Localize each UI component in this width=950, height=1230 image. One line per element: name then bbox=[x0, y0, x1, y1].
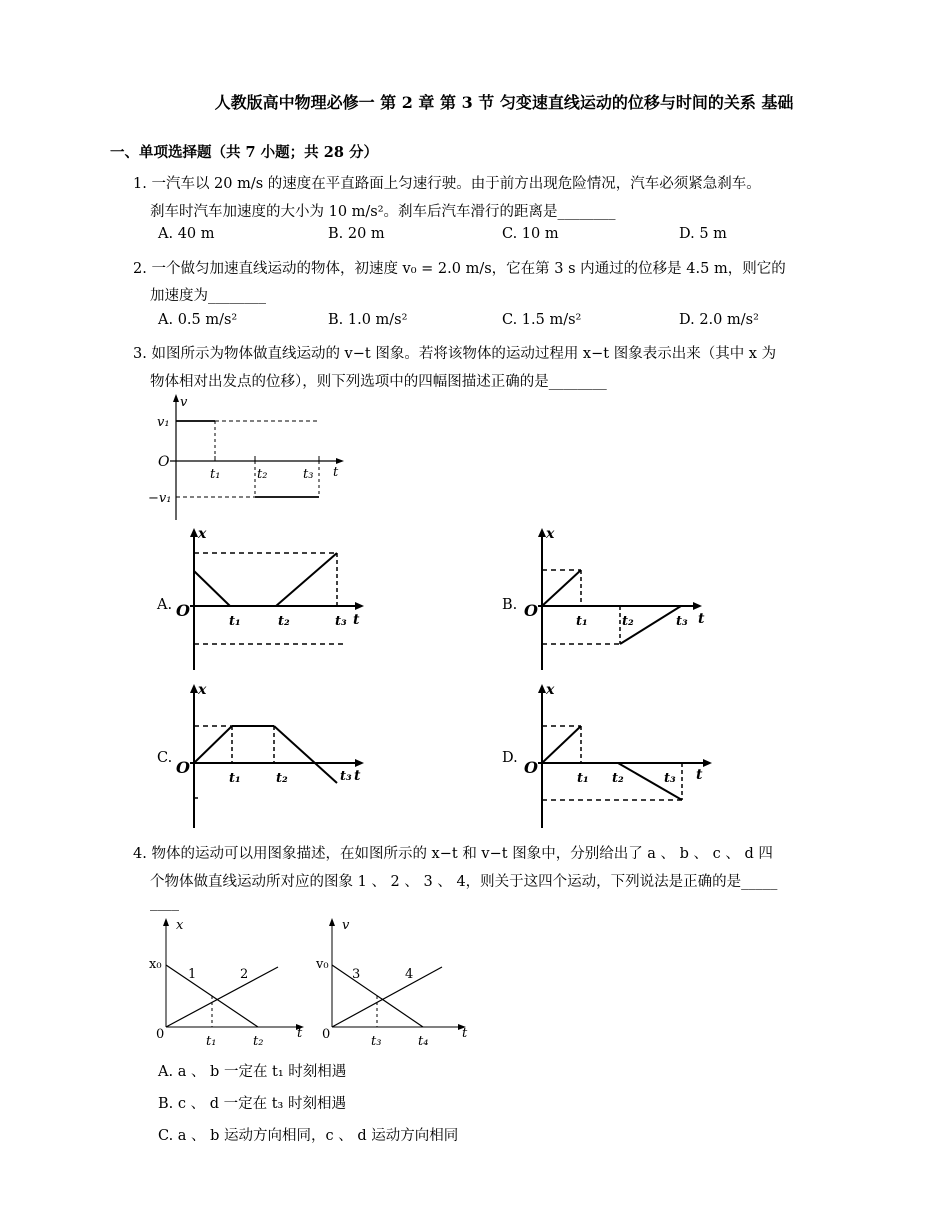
q4-option-c[interactable]: C. a 、 b 运动方向相同，c 、 d 运动方向相同 bbox=[158, 1128, 459, 1144]
q3-option-d[interactable]: D. bbox=[502, 750, 518, 766]
section-heading: 一、单项选择题（共 7 小题；共 28 分） bbox=[110, 144, 378, 161]
q4-line1: 4. 物体的运动可以用图象描述，在如图所示的 x−t 和 v−t 图象中，分别给出了 a 、 b 、 c 、 d 四 bbox=[133, 846, 773, 862]
a-t-label: t bbox=[353, 612, 360, 628]
q2-option-b[interactable]: B. 1.0 m/s² bbox=[328, 312, 408, 328]
d-origin: O bbox=[524, 758, 538, 777]
c-t-label: t bbox=[354, 768, 361, 784]
q4g1-origin: 0 bbox=[156, 1027, 165, 1042]
q2-option-c[interactable]: C. 1.5 m/s² bbox=[502, 312, 582, 328]
b-t2-label: t₂ bbox=[622, 614, 634, 629]
q1-option-c[interactable]: C. 10 m bbox=[502, 226, 559, 242]
q4g1-line1-label: 1 bbox=[188, 967, 197, 982]
vt-t2-label: t₂ bbox=[257, 467, 268, 482]
vt-v1-label: v₁ bbox=[157, 415, 170, 430]
vt-t3-label: t₃ bbox=[303, 467, 314, 482]
b-t1-label: t₁ bbox=[576, 614, 588, 629]
q4g1-t1-label: t₁ bbox=[206, 1034, 217, 1049]
q2-option-d[interactable]: D. 2.0 m/s² bbox=[679, 312, 759, 328]
b-x-label: x bbox=[546, 526, 555, 542]
q4-option-b[interactable]: B. c 、 d 一定在 t₃ 时刻相遇 bbox=[158, 1096, 346, 1112]
vt-v-label: v bbox=[180, 395, 188, 410]
q3-option-a[interactable]: A. bbox=[157, 597, 173, 613]
q3-line2: 物体相对出发点的位移），则下列选项中的四幅图描述正确的是________ bbox=[150, 374, 607, 390]
q4g2-origin: 0 bbox=[322, 1027, 331, 1042]
q4g2-y-label: v bbox=[342, 918, 350, 933]
d-t1-label: t₁ bbox=[577, 771, 589, 786]
d-t3-label: t₃ bbox=[664, 771, 676, 786]
c-t2-label: t₂ bbox=[276, 771, 288, 786]
q1-option-b[interactable]: B. 20 m bbox=[328, 226, 385, 242]
c-origin: O bbox=[176, 758, 190, 777]
b-origin: O bbox=[524, 601, 538, 620]
q3-graph-c bbox=[172, 678, 372, 830]
q4-xt-graph bbox=[140, 912, 320, 1052]
q3-graph-d bbox=[520, 678, 720, 830]
q2-line1: 2. 一个做匀加速直线运动的物体，初速度 v₀ = 2.0 m/s，它在第 3 s 内通过的位移是 4.5 m，则它的 bbox=[133, 261, 786, 277]
vt-origin: O bbox=[158, 454, 170, 470]
q4g2-t-label: t bbox=[462, 1026, 468, 1041]
a-x-label: x bbox=[198, 526, 207, 542]
q1-option-d[interactable]: D. 5 m bbox=[679, 226, 727, 242]
q4-line3: ____ bbox=[150, 895, 179, 911]
a-t2-label: t₂ bbox=[278, 614, 290, 629]
q4g1-y0-label: x₀ bbox=[149, 957, 162, 972]
q3-vt-graph bbox=[140, 392, 360, 527]
q4-vt-graph bbox=[310, 912, 490, 1052]
q3-option-b[interactable]: B. bbox=[502, 597, 518, 613]
vt-t-label: t bbox=[333, 465, 339, 480]
q3-graph-b bbox=[520, 522, 720, 674]
c-x-label: x bbox=[198, 682, 207, 698]
q2-option-a[interactable]: A. 0.5 m/s² bbox=[158, 312, 238, 328]
q4-line2: 个物体做直线运动所对应的图象 1 、 2 、 3 、 4，则关于这四个运动，下列说法是正确的是_____ bbox=[150, 874, 778, 890]
a-t1-label: t₁ bbox=[229, 614, 241, 629]
q2-line2: 加速度为________ bbox=[150, 288, 266, 304]
q1-line2: 刹车时汽车加速度的大小为 10 m/s²。刹车后汽车滑行的距离是________ bbox=[150, 204, 616, 220]
q4g1-line2-label: 2 bbox=[240, 967, 249, 982]
b-t-label: t bbox=[698, 611, 705, 627]
q3-line1: 3. 如图所示为物体做直线运动的 v−t 图象。若将该物体的运动过程用 x−t 图象表示出来（其中 x 为 bbox=[133, 346, 777, 362]
q3-option-c[interactable]: C. bbox=[157, 750, 173, 766]
a-origin: O bbox=[176, 601, 190, 620]
b-t3-label: t₃ bbox=[676, 614, 688, 629]
a-t3-label: t₃ bbox=[335, 614, 347, 629]
q3-graph-a bbox=[172, 522, 372, 674]
page-title: 人教版高中物理必修一 第 2 章 第 3 节 匀变速直线运动的位移与时间的关系 基础 bbox=[214, 93, 794, 112]
q4g1-t2-label: t₂ bbox=[253, 1034, 264, 1049]
q4g2-line3-label: 3 bbox=[352, 967, 361, 982]
q4g2-y0-label: v₀ bbox=[316, 957, 329, 972]
q4g1-t-label: t bbox=[297, 1026, 303, 1041]
q1-option-a[interactable]: A. 40 m bbox=[158, 226, 215, 242]
d-x-label: x bbox=[546, 682, 555, 698]
q4g2-line4-label: 4 bbox=[405, 967, 414, 982]
vt-t1-label: t₁ bbox=[210, 467, 221, 482]
q4g2-t3-label: t₃ bbox=[371, 1034, 382, 1049]
c-t3-label: t₃ bbox=[340, 769, 352, 784]
q4-option-a[interactable]: A. a 、 b 一定在 t₁ 时刻相遇 bbox=[158, 1064, 347, 1080]
vt-neg-v1-label: −v₁ bbox=[148, 491, 172, 506]
q4g1-y-label: x bbox=[176, 918, 184, 933]
q1-line1: 1. 一汽车以 20 m/s 的速度在平直路面上匀速行驶。由于前方出现危险情况，汽车必须紧急刹车。 bbox=[133, 176, 761, 192]
d-t2-label: t₂ bbox=[612, 771, 624, 786]
d-t-label: t bbox=[696, 767, 703, 783]
q4g2-t4-label: t₄ bbox=[418, 1034, 429, 1049]
c-t1-label: t₁ bbox=[229, 771, 241, 786]
